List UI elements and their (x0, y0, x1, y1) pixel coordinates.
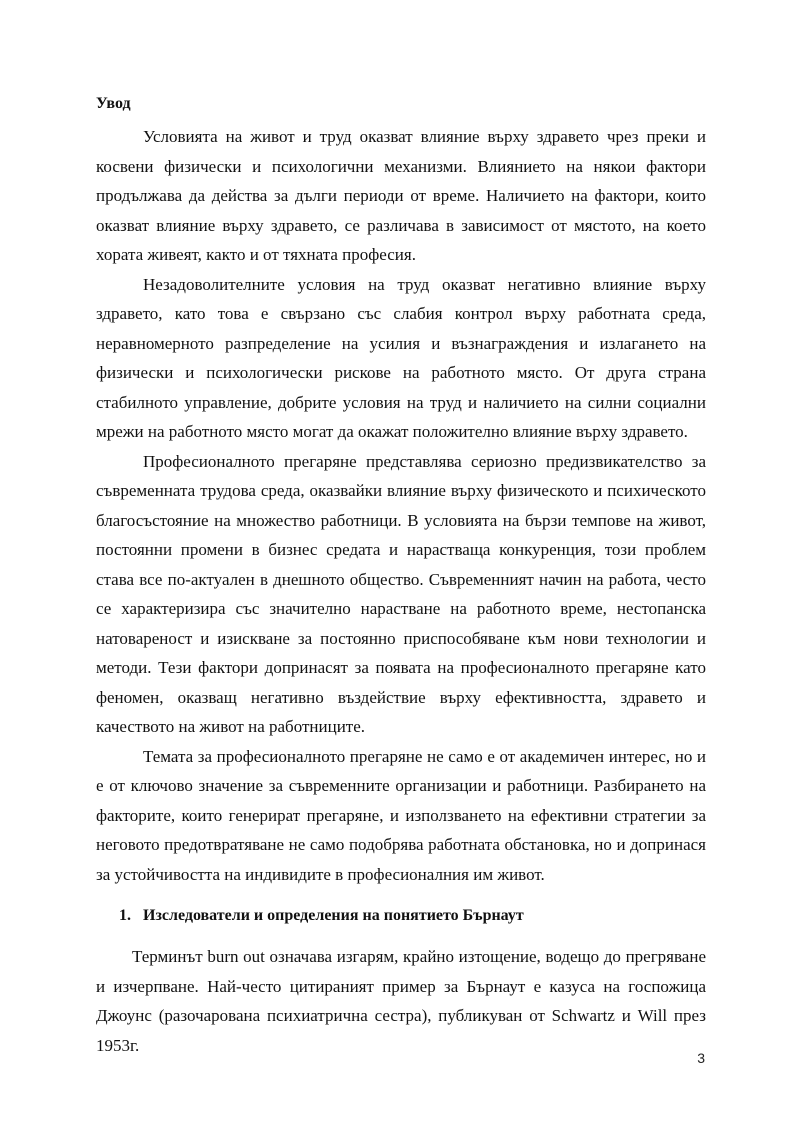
paragraph-3: Професионалното прегаряне представлява сериозно предизвикателство за съвременната трудова среда, оказвайки влияние върху физическото и психическото благосъстояние на множество работници. В условията на бързи темпове на живот, постоянни промени в бизнес средата и нарастваща конкуренция, този проблем става все по-актуален в днешното общество. Съвременният начин на работа, често се характеризира със значително нарастване на работното време, нестопанска натовареност и изискване за постоянно приспособяване към нови технологии и методи. Тези фактори допринасят за появата на професионалното прегаряне като феномен, оказващ негативно въздействие върху ефективността, здравето и качеството на живот на работниците. (96, 451, 706, 736)
paragraph-1: Условията на живот и труд оказват влияние върху здравето чрез преки и косвени физически и психологични механизми. Влиянието на някои фактори продължава да действа за дълги периоди от време. Наличието на фактори, които оказват влияние върху здравето, се различава в зависимост от мястото, на което хората живеят, както и от тяхната професия. (96, 127, 706, 264)
section-number: 1. (119, 907, 131, 924)
intro-heading: Увод (96, 95, 131, 112)
paragraph-2: Незадоволителните условия на труд оказват негативно влияние върху здравето, като това е свързано със слабия контрол върху работната среда, неравномерното разпределение на усилия и възнаграждения и излагането на физически и психологически рискове на работното място. От друга страна стабилното управление, добрите условия на труд и наличието на силни социални мрежи на работното място могат да окажат положително влияние върху здравето. (96, 274, 706, 441)
document-page (96, 94, 706, 1060)
page-number: 3 (697, 1050, 705, 1066)
section-paragraph: Терминът burn out означава изгарям, крайно изтощение, водещо до прегряване и изчерпване. Най-често цитираният пример за Бърнаут е казуса на госпожица Джоунс (разочарована психиатрична сестра), публикуван от Schwartz и Will през 1953г. (96, 947, 706, 1055)
section-heading (119, 906, 706, 926)
section-title: Изследователи и определения на понятието Бърнаут (143, 907, 524, 924)
paragraph-4: Темата за професионалното прегаряне не само е от академичен интерес, но и е от ключово значение за съвременните организации и работници. Разбирането на факторите, които генерират прегаряне, и използването на ефективни стратегии за неговото предотвратяване не само подобрява работната обстановка, но и допринася за устойчивостта на индивидите в професионалния им живот. (96, 746, 706, 884)
